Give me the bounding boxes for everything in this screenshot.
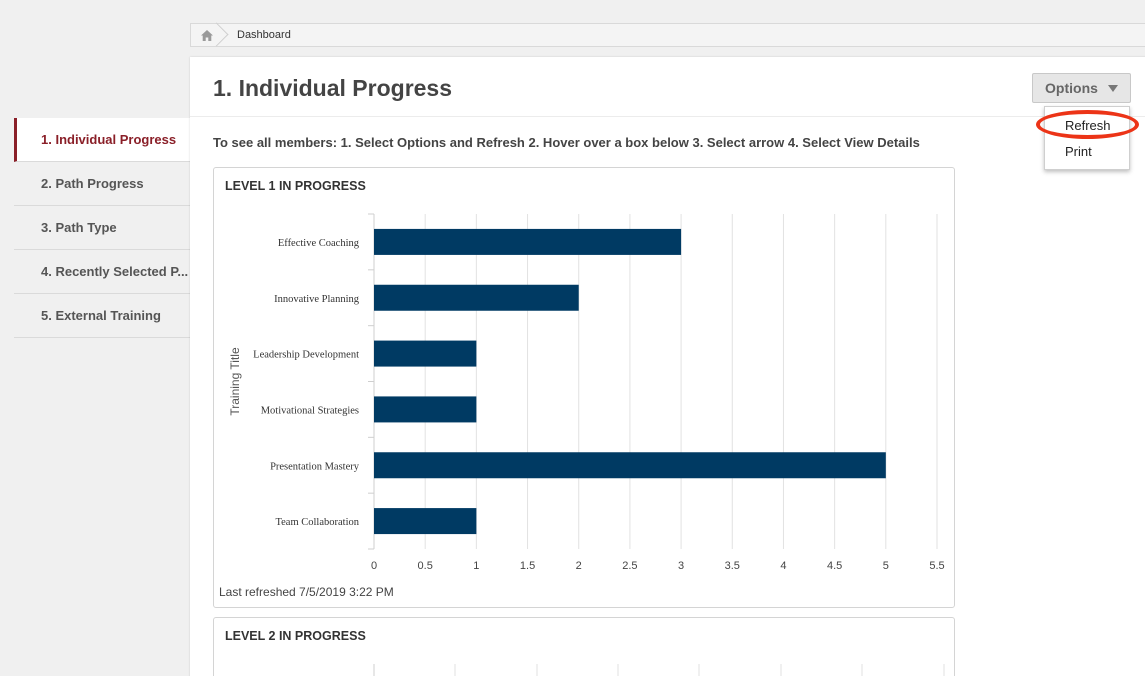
x-tick-label: 3 [678, 560, 685, 572]
x-tick-label: 0 [370, 560, 378, 572]
x-tick-label: 2 [575, 560, 582, 572]
bar-motivational-strategies [374, 396, 476, 422]
card-title: LEVEL 2 IN PROGRESS [225, 629, 366, 643]
bar-chart-partial [214, 618, 956, 676]
menu-item-refresh[interactable]: Refresh [1065, 118, 1111, 133]
instructions-text: To see all members: 1. Select Options and Refresh 2. Hover over a box below 3. Select arrow 4. Select View Details [213, 135, 920, 150]
category-label: Presentation Mastery [270, 461, 359, 473]
x-tick-label: 1.5 [519, 560, 536, 572]
bar-innovative-planning [374, 285, 579, 311]
x-tick-label: 4.5 [826, 560, 843, 572]
card-title: LEVEL 1 IN PROGRESS [225, 179, 366, 193]
level-1-card [213, 167, 955, 608]
page-title: 1. Individual Progress [213, 75, 453, 101]
x-tick-label: 0.5 [417, 560, 433, 572]
sidebar-item-path-progress[interactable]: 2. Path Progress [14, 162, 190, 206]
sidebar-item-individual-progress[interactable]: 1. Individual Progress [14, 118, 190, 162]
last-refreshed-text: Last refreshed 7/5/2019 3:22 PM [219, 585, 394, 599]
sidebar-item-path-type[interactable]: 3. Path Type [14, 206, 190, 250]
bar-effective-coaching [374, 229, 681, 255]
sidebar-item-recently-selected[interactable]: 4. Recently Selected P... [14, 250, 190, 294]
breadcrumb-current: Dashboard [237, 29, 291, 41]
home-icon[interactable] [191, 24, 223, 46]
x-tick-label: 2.5 [622, 560, 638, 572]
options-button[interactable] [1032, 73, 1131, 103]
category-label: Team Collaboration [275, 517, 359, 529]
bar-team-collaboration [374, 508, 476, 534]
y-axis-title: Training Title [228, 347, 242, 416]
bar-presentation-mastery [374, 452, 886, 478]
category-label: Leadership Development [253, 349, 359, 361]
breadcrumb [190, 23, 1145, 47]
caret-down-icon [1108, 85, 1118, 92]
x-tick-label: 5 [882, 560, 889, 572]
sidebar-nav [14, 118, 190, 338]
bar-leadership-development [374, 341, 476, 367]
menu-item-print[interactable]: Print [1065, 144, 1092, 159]
title-divider [190, 116, 1145, 117]
x-tick-label: 3.5 [724, 560, 740, 572]
highlight-ring [1036, 110, 1139, 139]
level-2-card [213, 617, 955, 676]
category-label: Motivational Strategies [260, 405, 359, 417]
options-label: Options [1045, 80, 1098, 96]
bar-chart [214, 168, 956, 609]
x-tick-label: 4 [780, 560, 787, 572]
category-label: Effective Coaching [277, 237, 359, 249]
x-tick-label: 1 [473, 560, 480, 572]
sidebar-item-external-training[interactable]: 5. External Training [14, 294, 190, 338]
x-tick-label: 5.5 [929, 560, 945, 572]
category-label: Innovative Planning [274, 293, 359, 305]
